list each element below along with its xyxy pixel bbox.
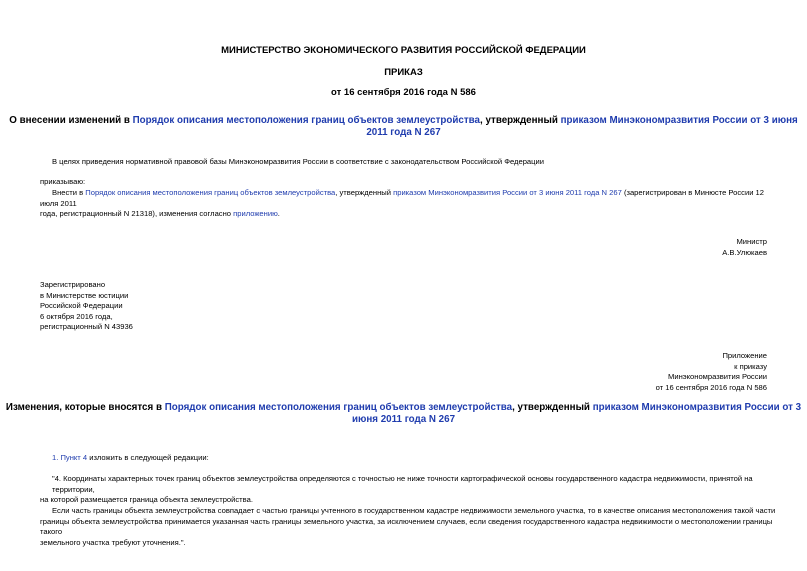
registration-line: Зарегистрировано [40, 280, 106, 289]
item-text: изложить в следующей редакции: [87, 453, 209, 462]
preamble: В целях приведения нормативной правовой базы Минэкономразвития России в соответствие с законодательством Российской Федерации [52, 157, 544, 166]
paragraph-line: границы объекта землеустройства принимается указанная часть границы земельного участка, за исключением случаев, если сведения государственного кадастра недвижимости о местоположении границы такого [40, 516, 773, 537]
order-text: года, регистрационный N 21318), изменения согласно [40, 209, 234, 219]
title-text: , утвержденный [480, 115, 561, 126]
order-link-order[interactable]: приказом Минэкономразвития России от 3 июня 2011 года N 267 [393, 188, 622, 197]
appendix-line: Приложение [722, 351, 767, 360]
registration-line: 6 октября 2016 года, [40, 311, 113, 321]
item-1 [52, 453, 209, 464]
order-text: Внести в [52, 188, 86, 197]
appendix-line: Минэкономразвития России [668, 372, 767, 382]
changes-title-link-procedure[interactable]: Порядок описания местоположения границ объектов землеустройства [164, 402, 513, 413]
title-text: О внесении изменений в [9, 115, 133, 126]
registration-line: Российской Федерации [40, 301, 123, 311]
registration-block [40, 280, 133, 333]
order-link-procedure[interactable]: Порядок описания местоположения границ объектов землеустройства [85, 188, 336, 197]
order-text: (зарегистрирован в Минюсте России 12 июля 2011 [40, 188, 765, 208]
document-title [0, 115, 807, 139]
order-text: , утвержденный [335, 188, 394, 197]
paragraph-line: "4. Координаты характерных точек границ объектов землеустройства определяются с точностью не ниже точности картографической основы государственного кадастра недвижимости, принятой на территории, [52, 474, 753, 494]
signature-position: Министр [736, 237, 767, 246]
appendix-line: от 16 сентября 2016 года N 586 [655, 382, 767, 392]
paragraph-5 [40, 506, 780, 548]
changes-title-text: , утвержденный [512, 402, 593, 413]
order-paragraph [40, 188, 780, 220]
changes-title [0, 402, 807, 426]
document-type: ПРИКАЗ [384, 67, 423, 78]
paragraph-line: земельного участка требуют уточнения.". [40, 537, 186, 547]
document-date: от 16 сентября 2016 года N 586 [331, 87, 476, 98]
paragraph-line: на которой размещается граница объекта землеустройства. [40, 495, 253, 505]
item-link-clause-4[interactable]: Пункт 4 [60, 453, 88, 462]
title-link-procedure[interactable]: Порядок описания местоположения границ объектов землеустройства [132, 115, 481, 126]
order-text: . [277, 209, 280, 219]
title-link-order[interactable]: приказом Минэкономразвития России от 3 июня [560, 115, 798, 126]
paragraph-line: Если часть границы объекта землеустройства совпадает с частью границы учтенного в государственном кадастре недвижимости земельного участка, то в качестве описания местоположения такой части [52, 506, 776, 515]
order-link-appendix[interactable]: приложению [233, 209, 278, 219]
ministry-heading: МИНИСТЕРСТВО ЭКОНОМИЧЕСКОГО РАЗВИТИЯ РОССИЙСКОЙ ФЕДЕРАЦИИ [221, 45, 586, 56]
changes-title-text: Изменения, которые вносятся в [5, 402, 165, 413]
appendix-reference [656, 351, 767, 393]
changes-title-link-order[interactable]: приказом Минэкономразвития России от 3 [592, 402, 802, 413]
appendix-line: к приказу [734, 361, 767, 371]
changes-title-link-order-cont[interactable]: июня 2011 года N 267 [351, 414, 456, 425]
item-number: 1. [52, 453, 61, 462]
title-link-order-cont[interactable]: 2011 года N 267 [366, 127, 441, 138]
order-word: приказываю: [40, 177, 86, 186]
registration-line: в Министерстве юстиции [40, 290, 129, 300]
registration-line: регистрационный N 43936 [40, 322, 133, 332]
signature-name: А.В.Улюкаев [722, 248, 767, 257]
paragraph-4 [40, 474, 780, 506]
